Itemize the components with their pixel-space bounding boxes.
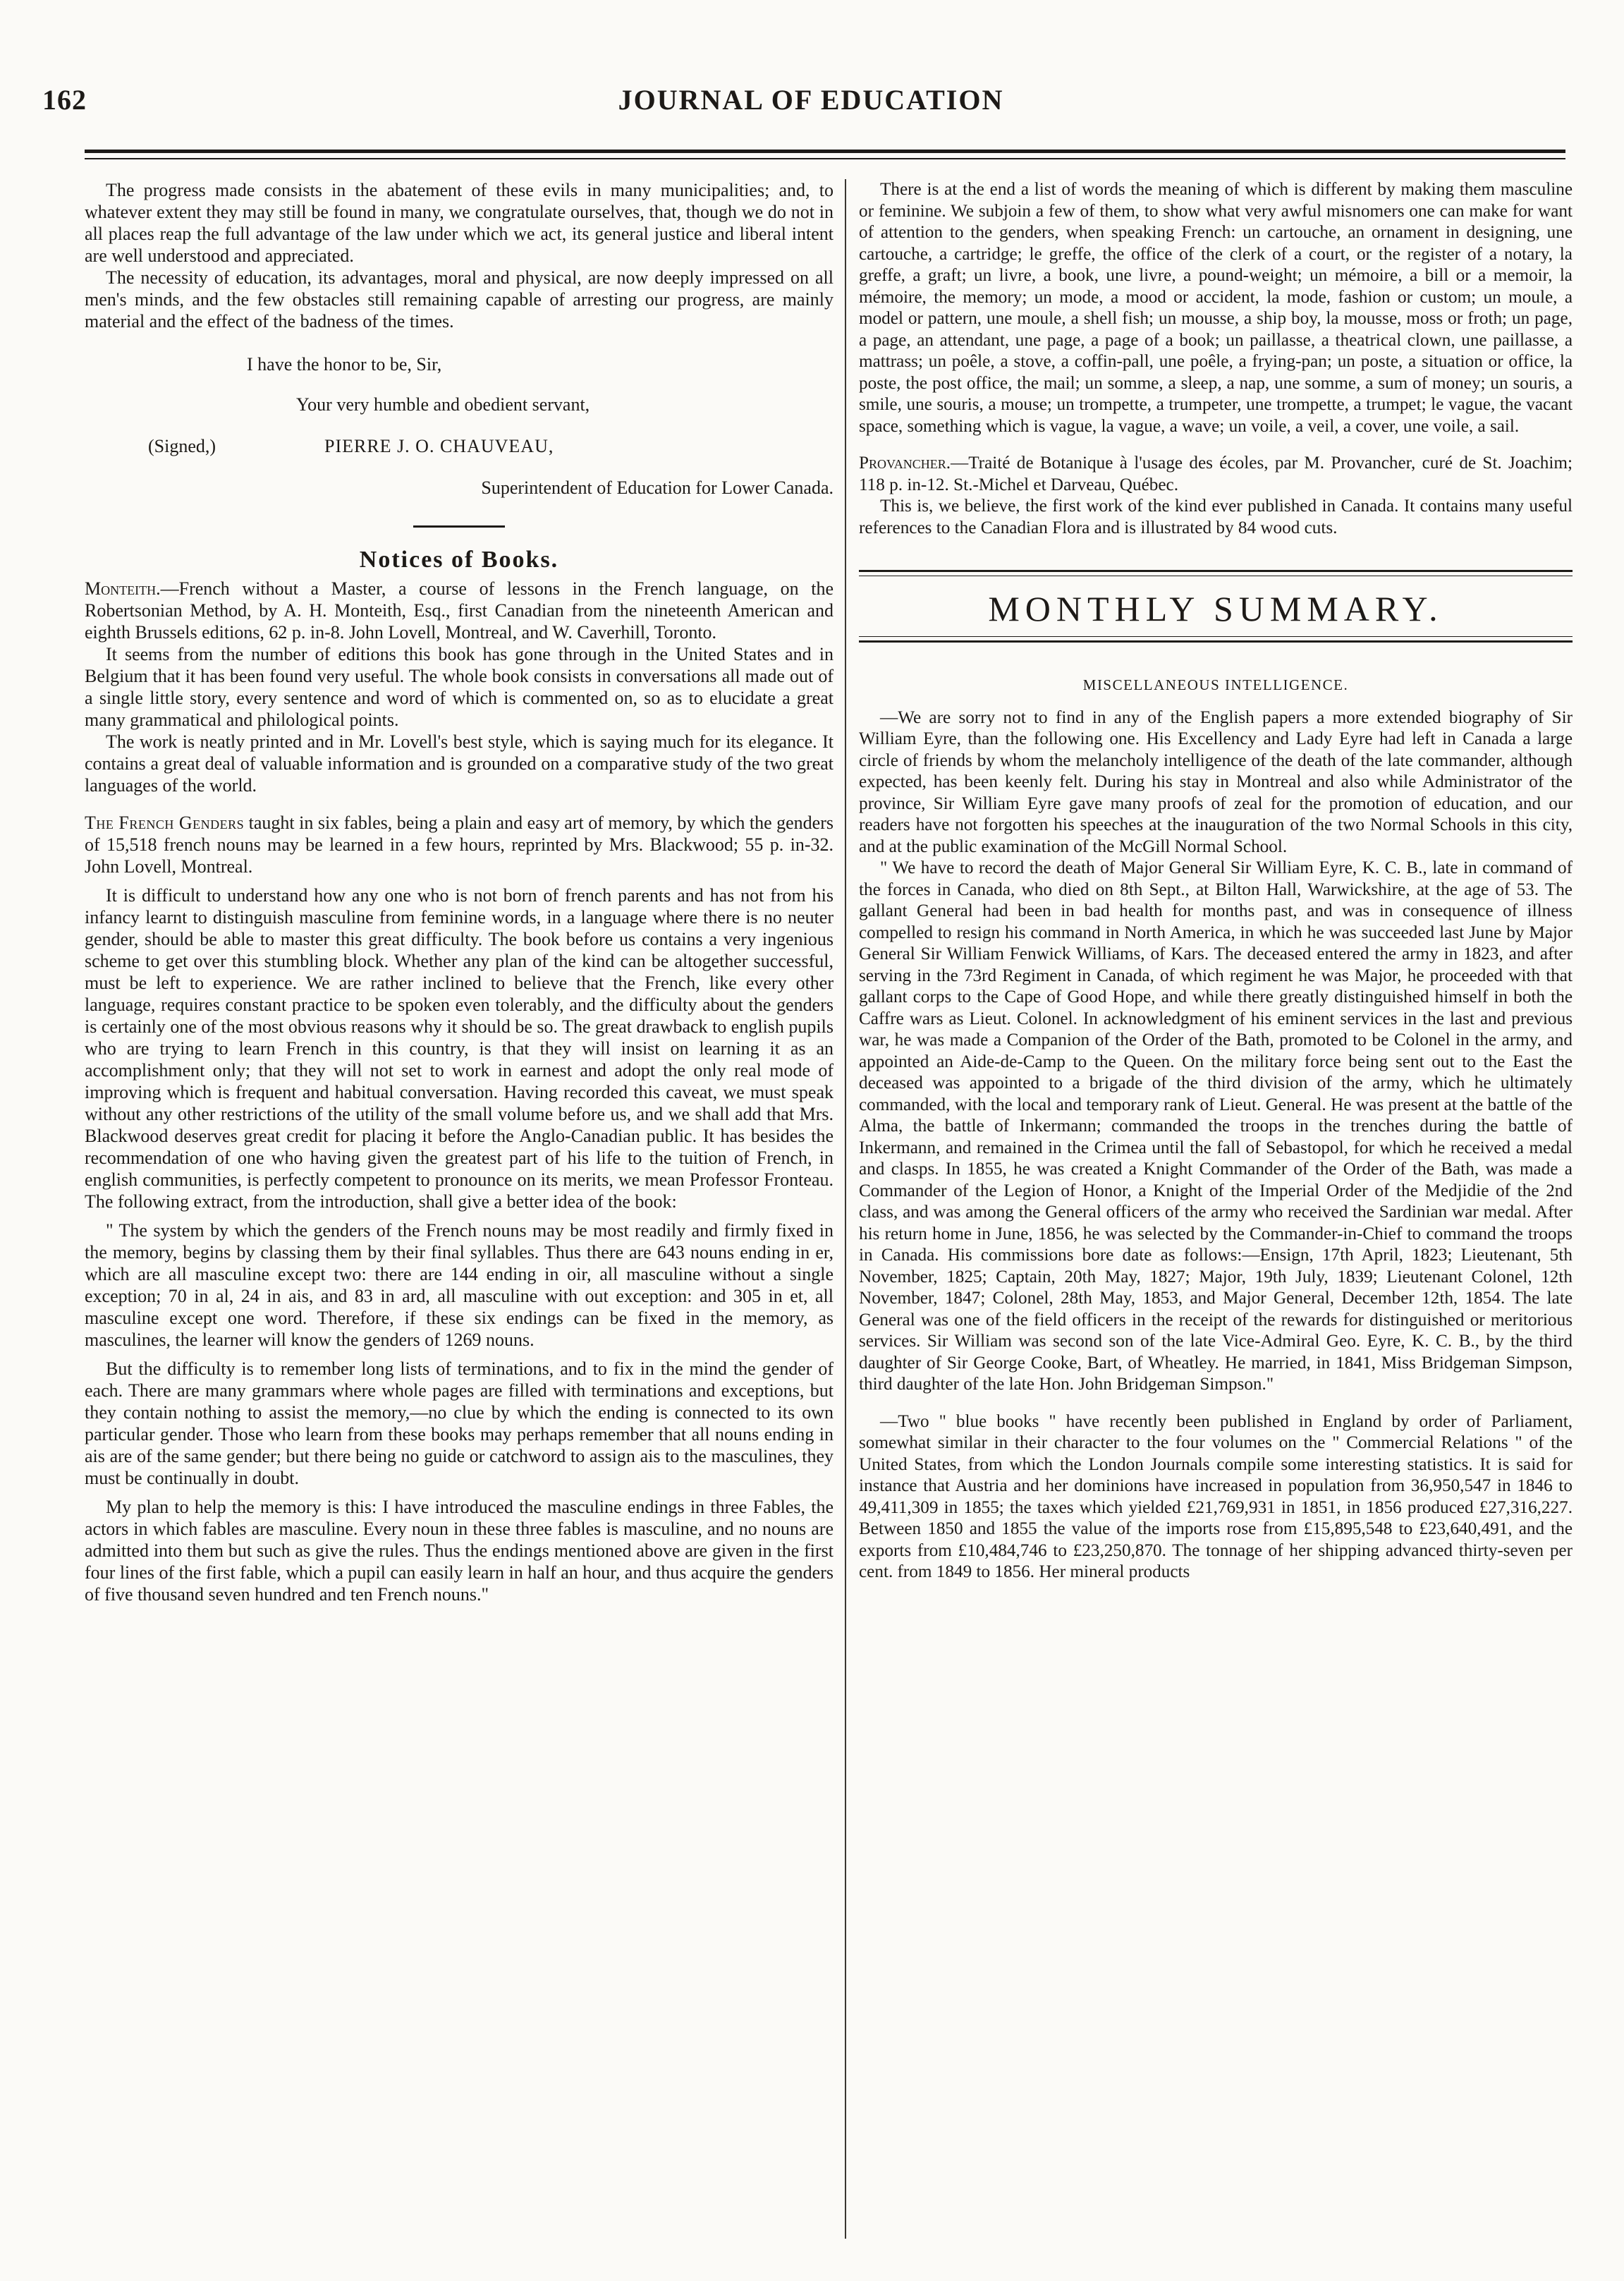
signer-office: Superintendent of Education for Lower Canada. bbox=[481, 478, 834, 498]
monthly-summary-title: MONTHLY SUMMARY. bbox=[988, 589, 1443, 628]
review-paragraph: There is at the end a list of words the meaning of which is different by making them masculine or feminine. We subjoin a few of them, to show what very awful misnomers one can make for want of attention to the genders, when speaking French: un cartouche, an ornament in designing, une cartouche, a cartridge; le greffe, the office of the clerk of a court, or the register of a notary, la greffe, a graft; un livre, a book, une livre, a pound-weight; un mémoire, a bill or a memoir, la mémoire, the memory; un mode, a mood or accident, la mode, fashion or custom; un moule, a model or pattern, une moule, a shell fish; un mousse, a ship boy, la mousse, moss or froth; un page, a page, an attendant, une page, a page of a book; un paillasse, a theatrical clown, une paillasse, a mattrass; un poêle, a stove, a coffin-pall, une poêle, a frying-pan; un poste, a situation or office, la poste, the post office, the mail; un somme, a sleep, a nap, une somme, a sum of money; un souris, a smile, une souris, a mouse; un trompette, a trumpeter, une trompette, a trumpet; le vague, the vacant space, something which is vague, la vague, a wave; un voile, a veil, a cover, une voile, a sail. bbox=[859, 180, 1573, 436]
book-lead-in: The French Genders bbox=[85, 813, 245, 833]
header-rule-thick bbox=[85, 150, 1565, 153]
review-paragraph: This is, we believe, the first work of the kind ever published in Canada. It contains many useful references to the Canadian Flora and is illustrated by 84 wood cuts. bbox=[859, 497, 1573, 537]
book-notice bbox=[859, 453, 1573, 496]
book-notice-text: —French without a Master, a course of lessons in the French language, on the Robertsonian Method, by A. H. Monteith, Esq., first Canadian from the nineteenth American and eighth Brussels editions, 62 p. in-8. John Lovell, Montreal, and W. Caverhill, Toronto. bbox=[85, 578, 834, 643]
header-rule-thin bbox=[85, 158, 1565, 159]
letter-paragraph: The progress made consists in the abatement of these evils in many municipalities; and, to whatever extent they may still be found in many, we congratulate ourselves, that, though we do not in all places reap the full advantage of the law under which we act, its general justice and liberal intent are well understood and appreciated. bbox=[85, 180, 834, 266]
column-divider bbox=[845, 179, 846, 2239]
news-paragraph: —We are sorry not to find in any of the English papers a more extended biography of Sir William Eyre, than the following one. His Excellency and Lady Eyre had left in Canada a large circle of friends by whom the melancholy intelligence of the death of the late commander, although expected, has been keenly felt. During his stay in Montreal and also while Administrator of the province, Sir William Eyre gave many proofs of zeal for the promotion of education, and our readers have not forgotten his speeches at the inauguration of the two Normal Schools in this city, and at the public examination of the McGill Normal School. bbox=[859, 707, 1573, 856]
book-notice bbox=[85, 812, 834, 877]
book-lead-in: Provancher. bbox=[859, 454, 951, 473]
right-column bbox=[859, 179, 1573, 1583]
quoted-paragraph: But the difficulty is to remember long lists of terminations, and to fix in the mind the gender of each. There are many grammars where whole pages are filled with terminations and exceptions, but they contain nothing to assist the memory,—no clue by which the ending is connected to its own particular gender. Those who learn from these books may perhaps remember that all nouns ending in ais are of the same gender; but there being no guide or catchword to assign ais to the masculines, they must be continually in doubt. bbox=[85, 1358, 834, 1488]
journal-title: JOURNAL OF EDUCATION bbox=[618, 84, 1004, 116]
quoted-paragraph: " The system by which the genders of the French nouns may be most readily and firmly fixed in the memory, begins by classing them by their final syllables. Thus there are 643 nouns ending in er, which are all masculine except two: there are 144 ending in oir, all masculine without a single exception; 70 in al, 24 in ais, and 83 in ard, all masculine with out exception: and 305 in et, all masculine except one word. Therefore, if these six endings can be fixed in the memory, as masculines, the learner will know the genders of 1269 nouns. bbox=[85, 1220, 834, 1350]
review-paragraph: It seems from the number of editions this book has gone through in the United States and in Belgium that it has been found very useful. The whole book consists in conversations all made out of a single little story, every sentence and word of which is commented on, so as to elucidate a great many grammatical and philological points. bbox=[85, 644, 834, 730]
signed-tag: (Signed,) bbox=[148, 436, 216, 456]
running-head bbox=[42, 83, 1580, 126]
signer-name: PIERRE J. O. CHAUVEAU, bbox=[324, 436, 554, 456]
news-paragraph: " We have to record the death of Major General Sir William Eyre, K. C. B., late in command of the forces in Canada, who died on 8th Sept., at Bilton Hall, Warwickshire, at the age of 53. The gallant General had been in bad health for months past, and was in consequence of illness compelled to resign his command in North America, in which he was succeeded last June by Major General Sir William Fenwick Williams, of Kars. The deceased entered the army in 1823, and after serving in the 73rd Regiment in Canada, of which regiment he was Major, he proceeded with that gallant corps to the Cape of Good Hope, and while there greatly distinguished himself in both the Caffre wars as Lieut. Colonel. In acknowledgment of his eminent services in the last and previous war, he was made a Companion of the Order of the Bath, promoted to be Colonel in the army, and appointed an Aide-de-Camp to the Queen. On the military force being sent out to the East the deceased was appointed to a brigade of the third division of the army, which he ultimately commanded, with the local and temporary rank of Lieut. General. He was present at the battle of the Alma, the battle of Inkermann; commanded the troops in the trenches during the battle of Inkermann, and remained in the Crimea until the fall of Sebastopol, for which he received a medal and clasps. In 1855, he was created a Knight Commander of the Order of the Bath, was made a Commander of the Legion of Honor, a Knight of the Imperial Order of the Medjidie of the 2nd class, and was among the General officers of the army who received the Sardinian war medal. After his return home in June, 1856, he was selected by the Commander-in-Chief to command the troops in Canada. His commissions bore date as follows:—Ensign, 17th April, 1823; Lieutenant, 5th November, 1825; Captain, 20th May, 1827; Major, 19th July, 1839; Lieutenant Colonel, 12th November, 1847; Colonel, 28th May, 1853, and Major General, December 12th, 1854. The late General was one of the field officers in the receipt of the rewards for distinguished or meritorious services. Sir William was second son of the late Vice-Admiral Geo. Eyre, K. C. B., by the third daughter of Sir George Cooke, Bart, of Wheatley. He married, in 1841, Miss Bridgeman Simpson, third daughter of the late Hon. John Bridgeman Simpson." bbox=[859, 858, 1573, 1394]
news-paragraph: —Two " blue books " have recently been published in England by order of Parliament, somewhat similar in their character to the four volumes on the " Commercial Relations " of the United States, from which the London Journals compile some interesting statistics. It is said for instance that Austria and her dominions have increased in population from 36,950,547 in 1846 to 49,411,309 in 1855; the taxes which yielded £21,769,931 in 1851, in 1856 produced £27,316,227. Between 1850 and 1855 the value of the imports rose from £15,895,548 to £23,640,491, and the exports from £10,484,746 to £23,250,870. The tonnage of her shipping advanced thirty-seven per cent. from 1849 to 1856. Her mineral products bbox=[859, 1411, 1573, 1581]
review-paragraph: The work is neatly printed and in Mr. Lovell's best style, which is saying much for its elegance. It contains a great deal of valuable information and is grounded on a comparative study of the two great languages of the world. bbox=[85, 731, 834, 796]
book-notice-text: taught in six fables, being a plain and easy art of memory, by which the genders of 15,518 french nouns may be learned in a few hours, reprinted by Mrs. Blackwood; 55 p. in-32. John Lovell, Montreal. bbox=[85, 813, 834, 877]
book-lead-in: Monteith. bbox=[85, 578, 161, 599]
quoted-paragraph: My plan to help the memory is this: I have introduced the masculine endings in three Fables, the actors in which fables are masculine. Every noun in these three fables is masculine, and no nouns are admitted into them but such as give the rules. Thus the endings mentioned above are given in the first four lines of the first fable, which a pupil can easily learn in half an hour, and thus acquire the genders of five thousand seven hundred and ten French nouns." bbox=[85, 1497, 834, 1605]
summary-rule-top bbox=[859, 566, 1573, 584]
book-notice-text: —Traité de Botanique à l'usage des écoles, par M. Provancher, curé de St. Joachim; 118 p. in-12. St.-Michel et Darveau, Québec. bbox=[859, 454, 1573, 494]
letter-salutation: I have the honor to be, Sir, bbox=[247, 354, 442, 375]
miscellaneous-heading: MISCELLANEOUS INTELLIGENCE. bbox=[1082, 676, 1349, 693]
letter-closing: Your very humble and obedient servant, bbox=[296, 394, 590, 415]
summary-rule-bottom bbox=[859, 633, 1573, 652]
book-notice bbox=[85, 578, 834, 643]
page-number: 162 bbox=[42, 84, 87, 116]
left-column bbox=[85, 179, 834, 1605]
notices-heading: Notices of Books. bbox=[359, 547, 559, 573]
letter-paragraph: The necessity of education, its advantages, moral and physical, are now deeply impressed on all men's minds, and the few obstacles still remaining capable of arresting our progress, are mainly material and the effect of the badness of the times. bbox=[85, 267, 834, 331]
signature-line bbox=[85, 435, 834, 457]
review-paragraph: It is difficult to understand how any one who is not born of french parents and has not from his infancy learnt to distinguish masculine from feminine words, in a language where there is no neuter gender, should be able to master this great difficulty. The book before us contains a very ingenious scheme to get over this stumbling block. Whether any plan of the kind can be altogether successful, must be left to experience. We are rather inclined to believe that the French, like every other language, requires constant practice to be spoken even tolerably, and the difficulty about the genders is certainly one of the most obvious reasons why it should be so. The great drawback to english pupils who are trying to learn French in this country, is that they will insist on learning it as an accomplishment only; that they will not set to work in earnest and adopt the only real mode of improving which is frequent and habitual conversation. Having recorded this caveat, we must speak without any other restrictions of the utility of the small volume before us, and we shall add that Mrs. Blackwood deserves great credit for placing it before the Anglo-Canadian public. It has besides the recommendation of one who having given the greatest part of his life to the tuition of French, in english communities, is perfectly competent to pronounce on its merits, we mean Professor Fronteau. The following extract, from the introduction, shall give a better idea of the book: bbox=[85, 885, 834, 1212]
